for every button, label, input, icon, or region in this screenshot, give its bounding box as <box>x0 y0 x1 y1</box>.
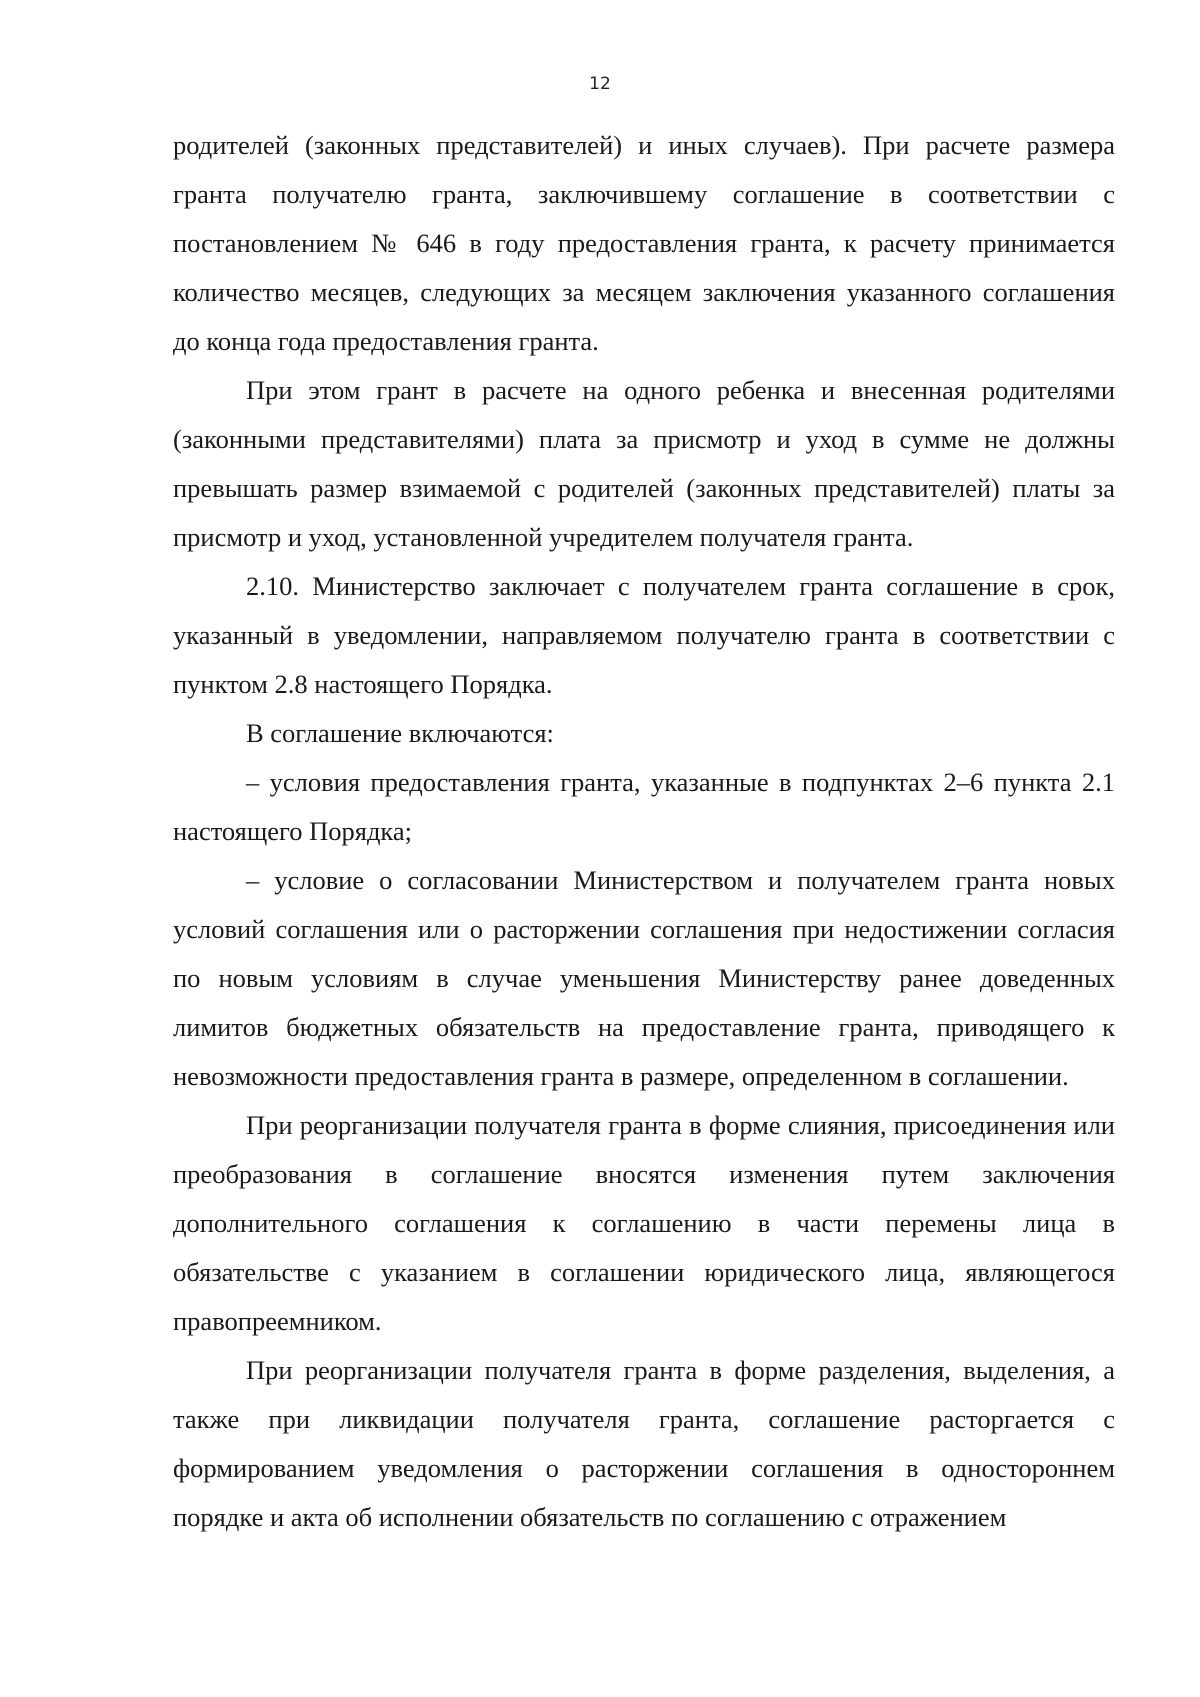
paragraph-reorganization-division: При реорганизации получателя гранта в форме разделения, выделения, а также при ликвидации получателя гранта, соглашение расторгается с формированием уведомления о расторжении соглашения в одностороннем порядке и акта об исполнении обязательств по соглашению с отражением <box>173 1355 1115 1532</box>
paragraph-2-10: 2.10. Министерство заключает с получателем гранта соглашение в срок, указанный в уведомлении, направляемом получателю гранта в соответствии с пунктом 2.8 настоящего Порядка. <box>173 571 1115 699</box>
paragraph-agreement-includes: В соглашение включаются: <box>246 718 554 748</box>
paragraph-continuation: родителей (законных представителей) и иных случаев). При расчете размера гранта получателю гранта, заключившему соглашение в соответствии с постановлением № 646 в году предоставления гранта, к расчету принимается количество месяцев, следующих за месяцем заключения указанного соглашения до конца года предоставления гранта. <box>173 130 1115 356</box>
document-body <box>173 121 1115 1542</box>
page-number: 12 <box>589 74 611 94</box>
paragraph-reorganization-merger: При реорганизации получателя гранта в форме слияния, присоединения или преобразования в соглашение вносятся изменения путем заключения дополнительного соглашения к соглашению в части перемены лица в обязательстве с указанием в соглашении юридического лица, являющегося правопреемником. <box>173 1110 1115 1336</box>
list-item-conditions: – условия предоставления гранта, указанные в подпунктах 2–6 пункта 2.1 настоящего Порядка; <box>173 767 1115 846</box>
paragraph-grant-limit: При этом грант в расчете на одного ребенка и внесенная родителями (законными представителями) плата за присмотр и уход в сумме не должны превышать размер взимаемой с родителей (законных представителей) платы за присмотр и уход, установленной учредителем получателя гранта. <box>173 375 1115 552</box>
list-item-approval-condition: – условие о согласовании Министерством и получателем гранта новых условий соглашения или о расторжении соглашения при недостижении согласия по новым условиям в случае уменьшения Министерству ранее доведенных лимитов бюджетных обязательств на предоставление гранта, приводящего к невозможности предоставления гранта в размере, определенном в соглашении. <box>173 865 1115 1091</box>
